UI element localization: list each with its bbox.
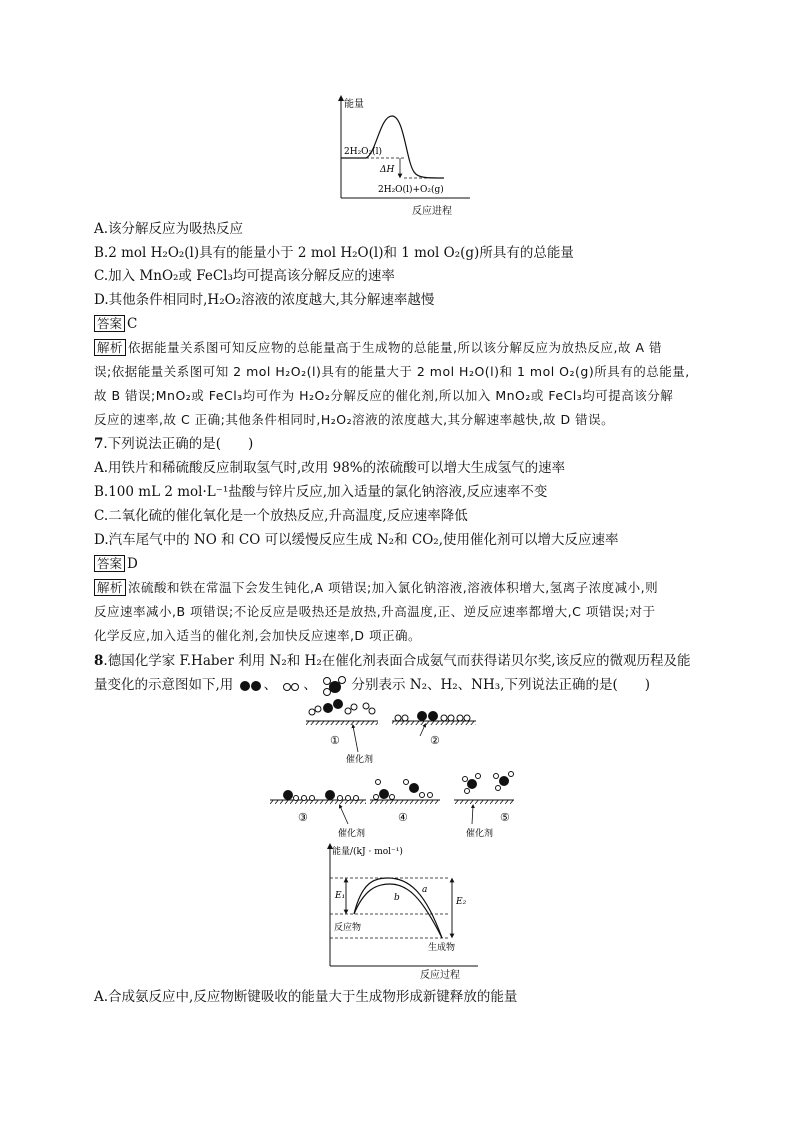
question-number: 8 [94, 653, 104, 669]
e2-label: E₂ [456, 897, 467, 907]
step-5 [454, 772, 514, 825]
explanation-tag: 解析 [94, 579, 126, 596]
q6-option-d: D.其他条件相同时,H₂O₂溶液的浓度越大,其分解速率越慢 [94, 292, 435, 308]
q6-explanation-line: 故 B 错误;MnO₂或 FeCl₃均可作为 H₂O₂分解反应的催化剂,所以加入 MnO₂或 FeCl₃均可提高该分解 [94, 388, 674, 403]
q6-answer [94, 314, 137, 334]
question-number: 7 [94, 436, 104, 452]
q6-explanation-line: 误;依据能量关系图可知 2 mol H₂O₂(l)具有的能量大于 2 mol H₂O(l)和 1 mol O₂(g)所具有的总能量, [94, 364, 690, 379]
step-3 [270, 790, 366, 824]
step-2 [392, 711, 476, 747]
energy-diagram-h2o2 [330, 94, 480, 216]
q7-option-a: A.用铁片和稀硫酸反应制取氢气时,改用 98%的浓硫酸可以增大生成氢气的速率 [94, 460, 566, 476]
q8-stem-line1: 8.德国化学家 F.Haber 利用 N₂和 H₂在催化剂表面合成氨气而获得诺贝尔奖,该反应的微观历程及能 [94, 653, 691, 669]
answer-value: C [127, 316, 138, 332]
reactant-label: 反应物 [334, 923, 362, 933]
q6-option-b: B.2 mol H₂O₂(l)具有的能量小于 2 mol H₂O(l)和 1 mol O₂(g)所具有的总能量 [94, 245, 574, 261]
step-1 [306, 699, 378, 747]
curve-a [354, 878, 442, 938]
y-axis-label: 能量/(kJ · mol⁻¹) [332, 847, 403, 857]
step-label: ② [430, 734, 440, 747]
catalyst-label: 催化剂 [346, 755, 374, 765]
reactant-label: 2H₂O₂(l) [344, 147, 383, 157]
answer-tag: 答案 [94, 315, 125, 332]
q7-explanation-line: 化学反应,加入适当的催化剂,会加快反应速率,D 项正确。 [94, 628, 422, 643]
q7-option-d: D.汽车尾气中的 NO 和 CO 可以缓慢反应生成 N₂和 CO₂,使用催化剂可以增大反应速率 [94, 532, 619, 548]
q7-option-b: B.100 mL 2 mol·L⁻¹盐酸与锌片反应,加入适量的氯化钠溶液,反应速率不变 [94, 484, 548, 500]
answer-tag: 答案 [94, 555, 125, 572]
step-label: ③ [298, 811, 308, 824]
h2-molecule-icon [281, 680, 303, 692]
explanation-tag: 解析 [94, 339, 126, 356]
n2-molecule-icon [238, 680, 264, 692]
q6-option-a: A.该分解反应为吸热反应 [94, 221, 244, 237]
q6-option-c: C.加入 MnO₂或 FeCl₃均可提高该分解反应的速率 [94, 268, 395, 284]
step-label: ⑤ [500, 811, 510, 824]
e1-label: E₁ [335, 891, 346, 901]
catalyst-label: 催化剂 [466, 829, 494, 839]
step-label: ① [330, 734, 340, 747]
q7-explanation-line: 解析 浓硫酸和铁在常温下会发生钝化,A 项错误;加入氯化钠溶液,溶液体积增大,氢离子浓度减小,则 [94, 578, 658, 598]
q7-option-c: C.二氧化硫的催化氧化是一个放热反应,升高温度,反应速率降低 [94, 508, 468, 524]
q7-answer [94, 554, 138, 574]
step-4 [370, 780, 440, 825]
delta-h-label: ΔH [380, 165, 395, 175]
curve-b-label: b [394, 893, 400, 903]
q7-explanation-line: 反应速率减小,B 项错误;不论反应是吸热还是放热,升高温度,正、逆反应速率都增大,C 项错误;对于 [94, 604, 656, 619]
fig1-x-label: 反应进程 [412, 206, 452, 217]
nh3-molecule-icon [321, 676, 347, 696]
q6-explanation-line: 解析 依据能量关系图可知反应物的总能量高于生成物的总能量,所以该分解反应为放热反应,故 A 错 [94, 338, 662, 358]
q8-option-a: A.合成氨反应中,反应物断键吸收的能量大于生成物形成新键释放的能量 [94, 989, 518, 1005]
y-axis-label: 能量 [344, 99, 364, 110]
q6-explanation-line: 反应的速率,故 C 正确;其他条件相同时,H₂O₂溶液的浓度越大,其分解速率越快,故 D 错误。 [94, 412, 615, 427]
curve-a-label: a [422, 885, 428, 895]
catalyst-label: 催化剂 [338, 829, 366, 839]
catalysis-process-diagram [260, 696, 520, 846]
step-label: ④ [398, 811, 408, 824]
q7-stem: 7.下列说法正确的是( ) [94, 436, 254, 452]
q8-stem-line2: 量变化的示意图如下,用 、 、 分别表示 N₂、H₂、NH₃,下列说法正确的是( ) [94, 675, 650, 696]
product-label: 2H₂O(l)+O₂(g) [378, 185, 444, 195]
product-label: 生成物 [428, 943, 456, 953]
answer-value: D [127, 556, 138, 572]
fig3-x-label: 反应过程 [420, 970, 460, 981]
energy-profile-diagram [318, 842, 490, 982]
